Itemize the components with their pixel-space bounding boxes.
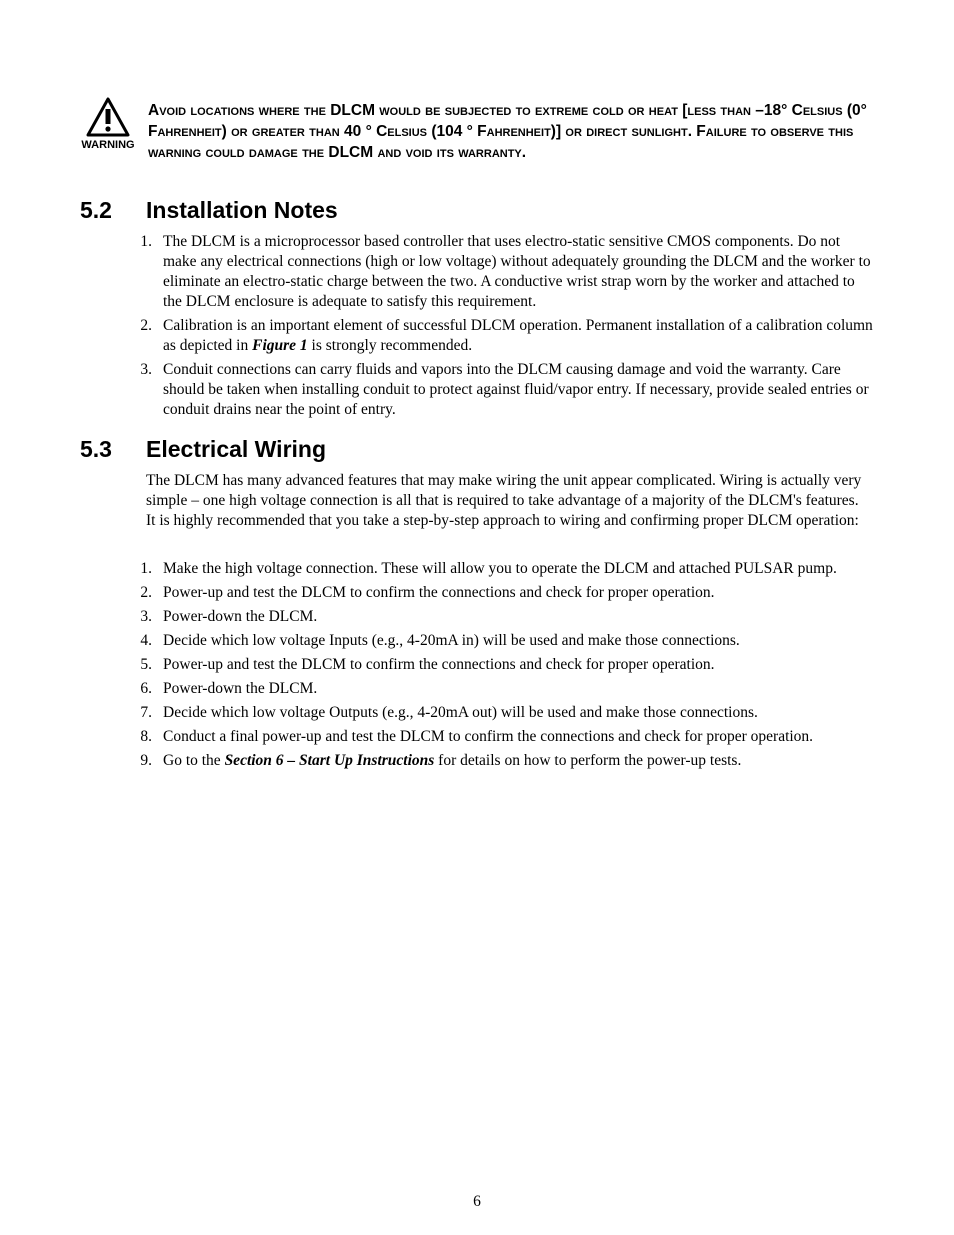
installation-notes-list [130,232,875,424]
section-number: 5.3 [80,436,112,462]
list-item: 8. Conduct a final power-up and test the DLCM to confirm the connections and check for proper operation. [140,728,814,745]
list-item: 5. Power-up and test the DLCM to confirm the connections and check for proper operation. [140,656,715,673]
section-heading-installation-notes [80,196,338,224]
list-item: 7. Decide which low voltage Outputs (e.g., 4-20mA out) will be used and make those connections. [140,704,758,721]
list-item: 3. Power-down the DLCM. [140,608,318,625]
list-item: 1. Make the high voltage connection. These will allow you to operate the DLCM and attached PULSAR pump. [140,560,837,577]
wiring-steps-list [130,559,875,775]
list-item: 3. Conduit connections can carry fluids and vapors into the DLCM causing damage and void the warranty. Care should be taken when installing conduit to protect against fluid/vapor entry. If necessary, provide sealed entries or conduit drains near the point of entry. [140,361,869,418]
warning-text: Avoid locations where the DLCM would be subjected to extreme cold or heat [less than –18° Celsius (0° Fahrenheit) or greater than 40 ° Celsius (104 ° Fahrenheit)] or direct sunlight. Failure to observe this warning could damage the DLCM and void its warranty. [148,102,867,161]
page-number: 6 [473,1193,481,1210]
list-item: 6. Power-down the DLCM. [140,680,318,697]
figure-reference: Figure 1 [252,337,308,354]
warning-icon-label: WARNING [81,139,135,151]
electrical-wiring-intro: The DLCM has many advanced features that may make wiring the unit appear complicated. Wiring is actually very simple – one high voltage connection is all that is required to take advantage of a majority of the DLCM's features. It is highly recommended that you take a step-by-step approach to wiring and confirming proper DLCM operation: [146,472,862,529]
warning-icon [80,96,136,152]
list-item: 2. Calibration is an important element of successful DLCM operation. Permanent installation of a calibration column as depicted in Figure 1 is strongly recommended. [140,317,873,354]
list-item: 1. The DLCM is a microprocessor based controller that uses electro-static sensitive CMOS components. Do not make any electrical connections (high or low voltage) without adequately grounding the DLCM and the worker to eliminate an electro-static charge between the two. A conductive wrist strap worn by the worker and attached to the DLCM enclosure is adequate to satisfy this requirement. [140,233,871,310]
section-number: 5.2 [80,197,112,223]
list-item: 9. Go to the Section 6 – Start Up Instructions for details on how to perform the power-up tests. [140,752,742,769]
section-title: Installation Notes [146,197,338,223]
list-item: 2. Power-up and test the DLCM to confirm the connections and check for proper operation. [140,584,715,601]
list-item: 4. Decide which low voltage Inputs (e.g., 4-20mA in) will be used and make those connections. [140,632,740,649]
section-heading-electrical-wiring [80,435,326,463]
section-title: Electrical Wiring [146,436,327,462]
section-reference: Section 6 – Start Up Instructions [224,752,435,769]
